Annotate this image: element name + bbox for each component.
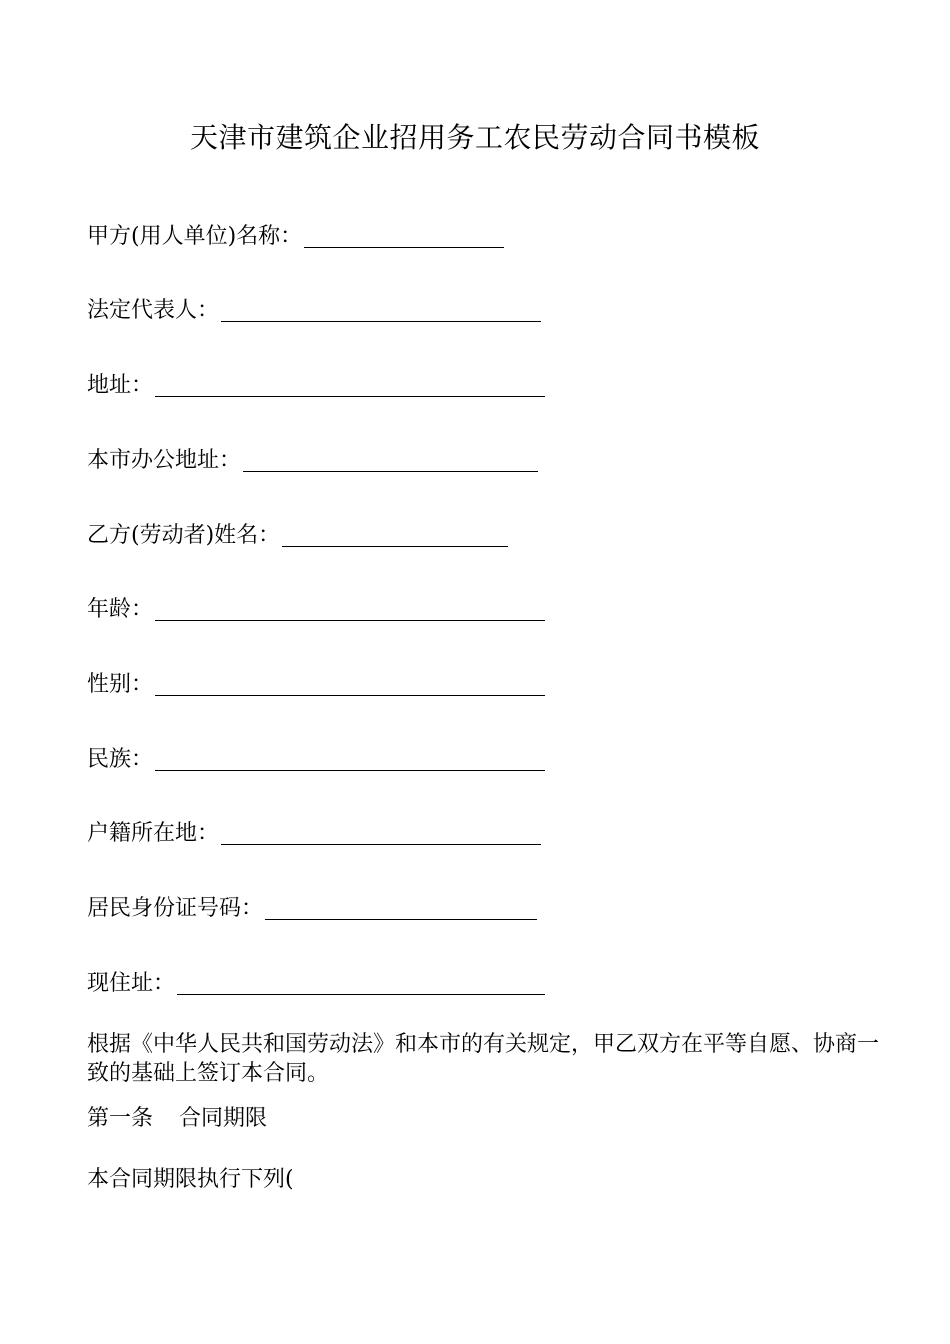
field-label: 法定代表人：	[87, 298, 220, 323]
article-1-heading	[87, 1104, 267, 1134]
field-label: 乙方(劳动者)姓名：	[87, 523, 281, 548]
field-party-b-name	[87, 517, 508, 551]
fill-blank-line[interactable]	[282, 522, 508, 547]
field-label: 年龄：	[87, 597, 154, 622]
fill-blank-line[interactable]	[155, 596, 545, 621]
field-label: 性别：	[87, 672, 154, 697]
field-label: 居民身份证号码：	[87, 896, 264, 921]
field-label: 现住址：	[87, 971, 176, 996]
field-legal-representative	[87, 292, 541, 326]
fill-blank-line[interactable]	[221, 297, 541, 322]
field-local-office-address	[87, 442, 538, 476]
field-current-address	[87, 965, 545, 999]
article-1-text: 本合同期限执行下列(	[87, 1167, 294, 1192]
fill-blank-line[interactable]	[155, 746, 545, 771]
field-label: 本市办公地址：	[87, 448, 242, 473]
article-title: 合同期限	[179, 1106, 268, 1131]
article-number: 第一条	[87, 1106, 154, 1131]
intro-paragraph: 根据《中华人民共和国劳动法》和本市的有关规定，甲乙双方在平等自愿、协商一致的基础上签订本合同。	[87, 1032, 880, 1086]
field-label: 甲方(用人单位)名称：	[87, 224, 303, 249]
document-title: 天津市建筑企业招用务工农民劳动合同书模板	[189, 121, 760, 154]
field-ethnicity	[87, 741, 545, 775]
field-gender	[87, 666, 545, 700]
field-label: 民族：	[87, 747, 154, 772]
field-label: 户籍所在地：	[87, 821, 220, 846]
fill-blank-line[interactable]	[243, 447, 538, 472]
fill-blank-line[interactable]	[177, 970, 545, 995]
fill-blank-line[interactable]	[155, 671, 545, 696]
fill-blank-line[interactable]	[155, 372, 545, 397]
fill-blank-line[interactable]	[304, 223, 504, 248]
fill-blank-line[interactable]	[221, 820, 541, 845]
fill-blank-line[interactable]	[265, 895, 537, 920]
field-household-registration	[87, 815, 541, 849]
field-address	[87, 367, 545, 401]
field-id-number	[87, 890, 537, 924]
field-label: 地址：	[87, 373, 154, 398]
field-party-a-name	[87, 218, 504, 252]
field-age	[87, 591, 545, 625]
